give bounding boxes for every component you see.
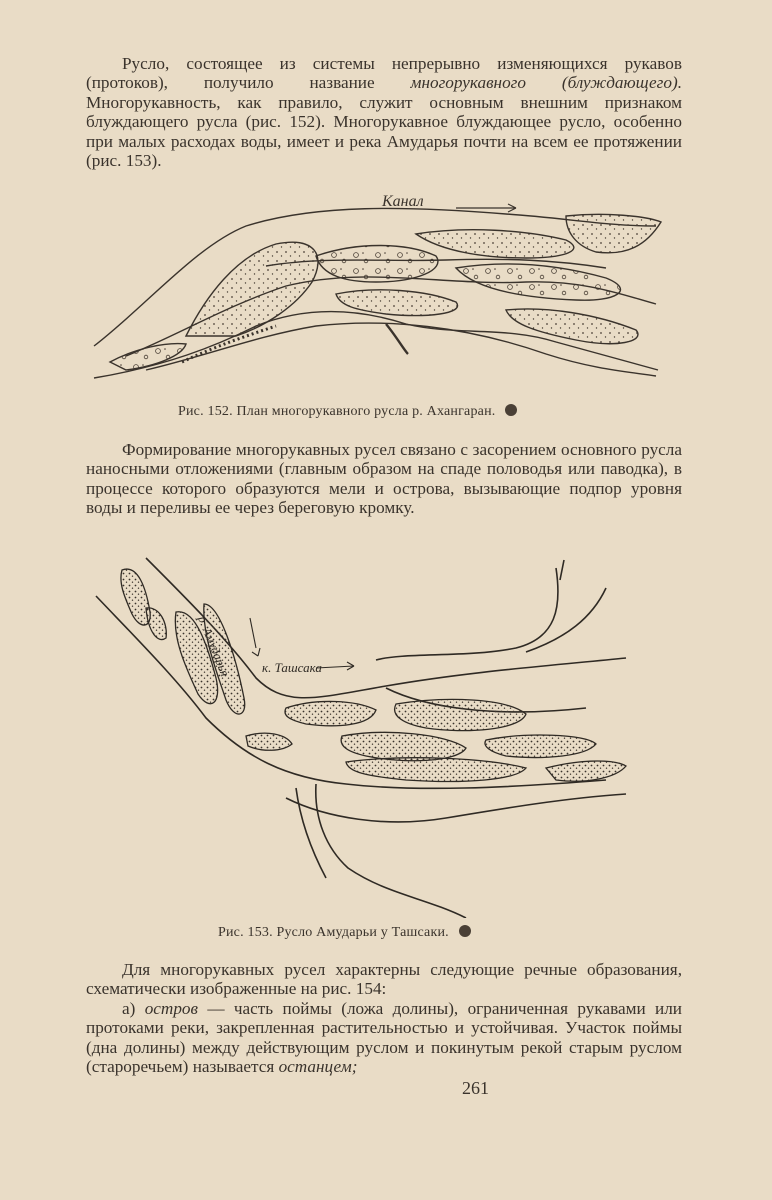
figure-152-caption: Рис. 152. План многорукавного русла р. Ахангаран.: [178, 404, 517, 420]
figure-153-map: [86, 548, 646, 918]
paragraph-1: Русло, состоящее из системы непрерывно изменяющихся рукавов (протоков), получило название многорукавного (блуждающего). Многорукавность, как правило, служит основным внешним признаком блуждающего русла (рис. 152). Многорукавное блуждающее русло, особенно при малых расходах воды, имеет и река Амударья почти на всем ее протяжении (рис. 153).: [86, 54, 682, 171]
page-number: 261: [462, 1078, 489, 1098]
paragraph-2: Формирование многорукавных русел связано с засорением основного русла наносными отложениями (главным образом на спаде половодья или паводка), в процессе которого образуются мели и острова, вызывающие подпор уровня воды и переливы ее через береговую кромку.: [86, 440, 682, 518]
paragraph-3: Для многорукавных русел характерны следующие речные образования, схематически изображенные на рис. 154: а) остров — часть поймы (ложа долины), ограниченная рукавами или протоками реки, закрепленная растительностью и устойчивая. Участок поймы (дна долины) между действующим руслом и покинутым рекой старым руслом (староречьем) называется останцем;: [86, 960, 682, 1077]
dot-marker-icon: [459, 925, 471, 937]
term-ostanets: останцем;: [278, 1057, 358, 1077]
canal-label: Канал: [382, 193, 424, 210]
canal-tashsaka-label: к. Ташсака: [262, 660, 322, 675]
river-amudarya-label: р. Амударья: [195, 613, 233, 679]
figure-152-plan: [86, 186, 666, 400]
term-multi-channel: многорукавного (блуждающего).: [410, 73, 682, 93]
dot-marker-icon: [505, 404, 517, 416]
figure-153-caption: Рис. 153. Русло Амударьи у Ташсаки.: [218, 925, 471, 941]
term-island: остров: [144, 998, 198, 1018]
